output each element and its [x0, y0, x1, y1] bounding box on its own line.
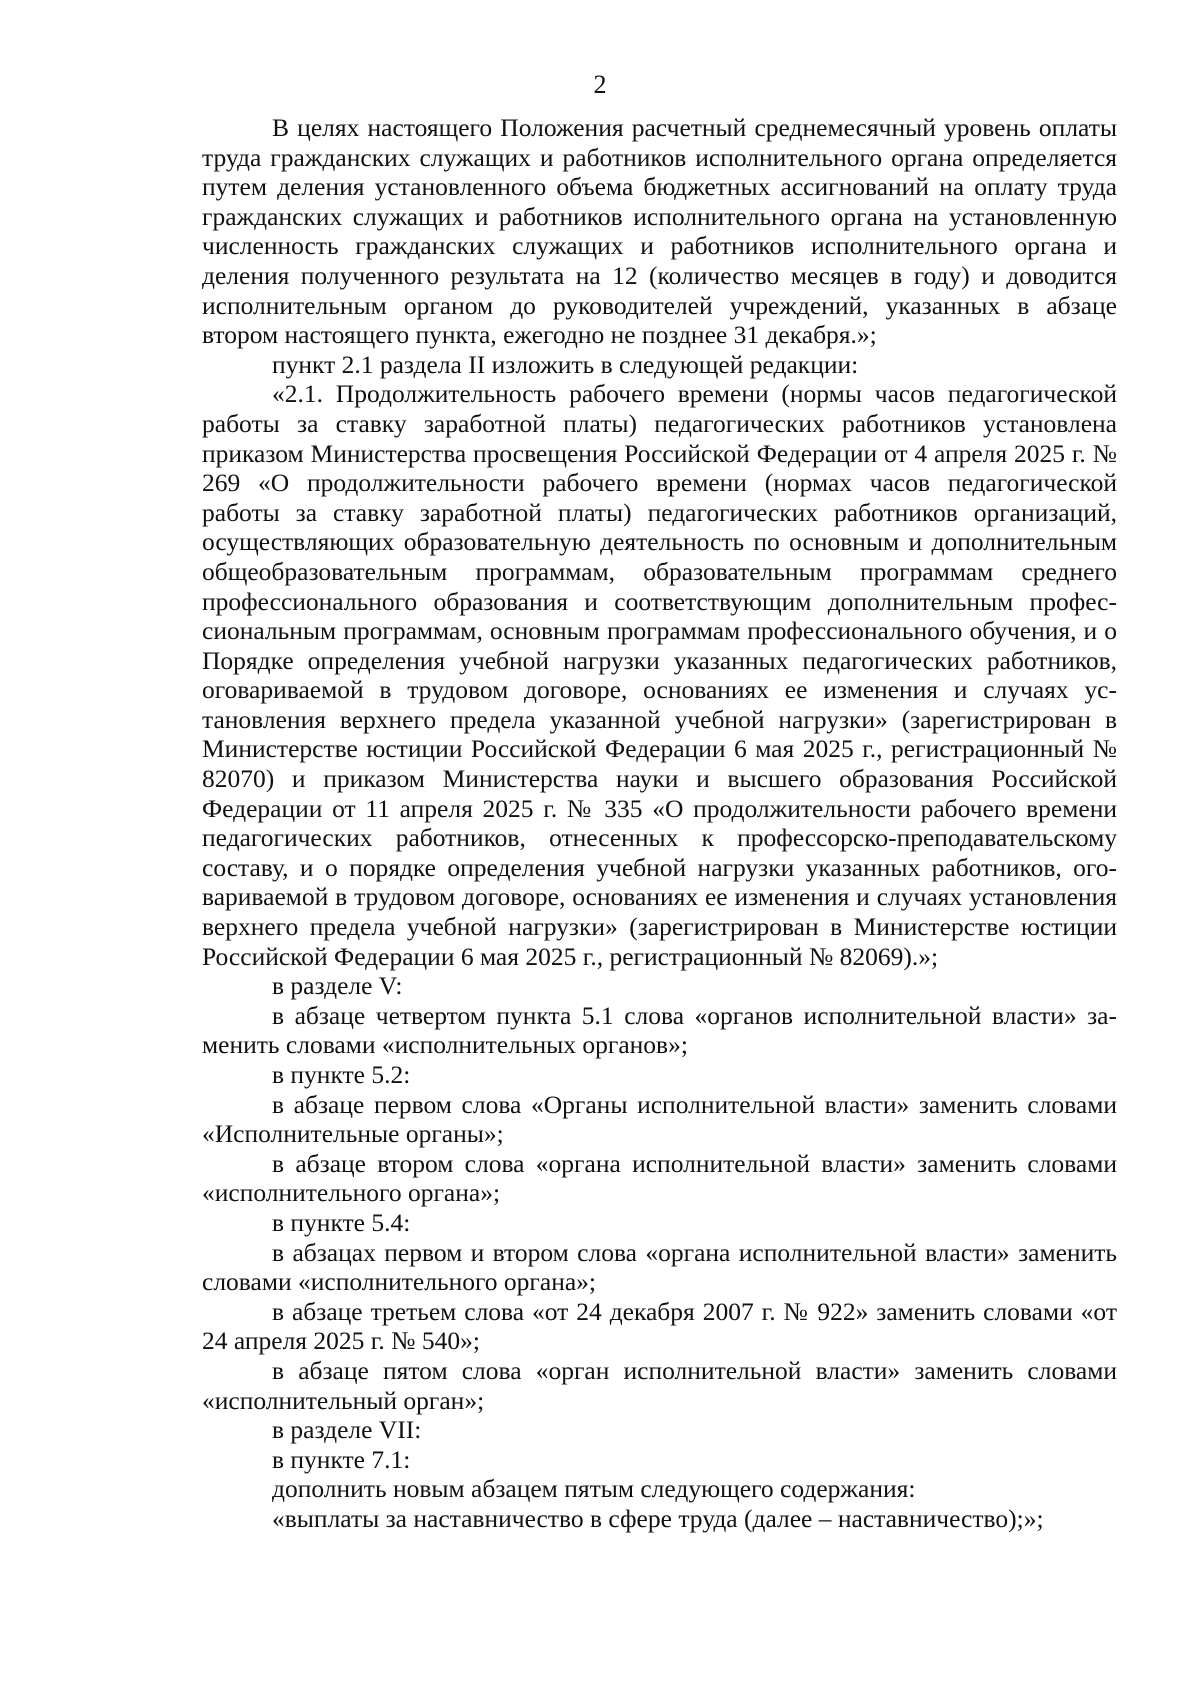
paragraph: В целях настоящего Положения расчетный среднемесячный уровень оплаты труда гражданских служащих и работников исполнительного органа определяется путем деления установленного объема бюджетных ассигнований на оплату труда гражданских служащих и работников исполнительного органа на установленную численность гражданских служащих и работников исполнительного органа и деления полученного результата на 12 (количество месяцев в году) и доводится исполнительным органом до руководителей учреждений, указанных в абзаце втором настоящего пункта, ежегодно не позднее 31 декабря.»;	[202, 113, 1117, 350]
page-number: 2	[593, 70, 607, 99]
paragraph: в абзаце четвертом пункта 5.1 слова «органов исполнительной власти» заменить словами «исполнительных органов»;	[202, 1000, 1117, 1060]
paragraph: в абзацах первом и втором слова «органа исполнительной власти» заменить словами «исполнительного органа»;	[202, 1237, 1117, 1297]
paragraph: в разделе V:	[272, 971, 403, 1001]
paragraph: «выплаты за наставничество в сфере труда (далее – наставничество);»;	[272, 1503, 1044, 1533]
paragraph: «2.1. Продолжительность рабочего времени (нормы часов педагогической работы за ставку заработной платы) педагогических работников установлена приказом Министерства просвещения Российской Федерации от 4 апреля 2025 г. № 269 «О продолжительности рабочего времени (нормах часов педагогической работы за ставку заработной платы) педагогических работников организаций, осуществляющих образовательную деятельность по основным и дополнительным общеобразовательным программам, образовательным программам среднего профессионального образования и соответствующим дополнительным профессиональным программам, основным программам профессионального обучения, и о Порядке определения учебной нагрузки указанных педагогических работников, оговариваемой в трудовом договоре, основаниях ее изменения и случаях установления верхнего предела указанной учебной нагрузки» (зарегистрирован в Министерстве юстиции Российской Федерации 6 мая 2025 г., регистрационный № 82070) и приказом Министерства науки и высшего образования Российской Федерации от 11 апреля 2025 г. № 335 «О продолжительности рабочего времени педагогических работников, отнесенных к профессорско-преподавательскому составу, и о порядке определения учебной нагрузки указанных работников, оговариваемой в трудовом договоре, основаниях ее изменения и случаях установления верхнего предела учебной нагрузки» (зарегистрирован в Министерстве юстиции Российской Федерации 6 мая 2025 г., регистрационный № 82069).»;	[202, 379, 1117, 971]
paragraph: в абзаце первом слова «Органы исполнительной власти» заменить словами «Исполнительные органы»;	[202, 1089, 1117, 1149]
paragraph: пункт 2.1 раздела II изложить в следующей редакции:	[272, 349, 859, 379]
paragraph: в пункте 7.1:	[272, 1444, 411, 1474]
document-body	[202, 113, 1117, 1534]
paragraph: дополнить новым абзацем пятым следующего содержания:	[272, 1474, 916, 1504]
paragraph: в абзаце втором слова «органа исполнительной власти» заменить словами «исполнительного органа»;	[202, 1148, 1117, 1208]
paragraph: в пункте 5.4:	[272, 1207, 411, 1237]
paragraph: в абзаце пятом слова «орган исполнительной власти» заменить словами «исполнительный орган»;	[202, 1355, 1117, 1415]
paragraph: в абзаце третьем слова «от 24 декабря 2007 г. № 922» заменить словами «от 24 апреля 2025 г. № 540»;	[202, 1296, 1117, 1356]
paragraph: в разделе VII:	[272, 1415, 422, 1445]
paragraph: в пункте 5.2:	[272, 1060, 411, 1089]
